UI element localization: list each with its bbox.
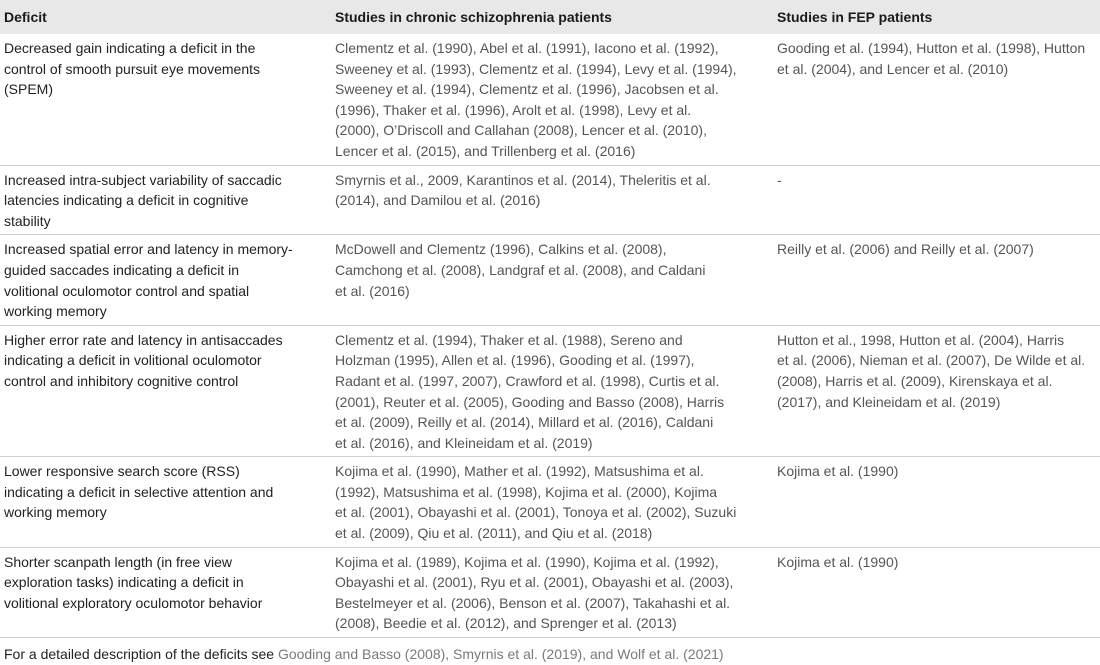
footnote-text: For a detailed description of the deficits see — [4, 646, 278, 663]
chronic-studies-cell: Clementz et al. (1994), Thaker et al. (1988), Sereno and Holzman (1995), Allen et al. (1996), Gooding et al. (1997), Radant et al. (1997, 2007), Crawford et al. (1998), Curtis et al. (2001), Reuter et al. (2005), Gooding and Basso (2008), Harris et al. (2009), Reilly et al. (2014), Millard et al. (2016), Caldani et al. (2016), and Kleineidam et al. (2019) — [331, 325, 773, 457]
deficit-cell: Decreased gain indicating a deficit in the control of smooth pursuit eye movements (SPEM) — [0, 34, 331, 165]
fep-studies-cell: - — [773, 165, 1100, 235]
table-row — [0, 547, 1100, 637]
chronic-studies-cell: Clementz et al. (1990), Abel et al. (1991), Iacono et al. (1992), Sweeney et al. (1993), Clementz et al. (1994), Levy et al. (1994), Sweeney et al. (1994), Clementz et al. (1996), Jacobsen et al. (1996), Thaker et al. (1996), Arolt et al. (1998), Levy et al. (2000), O’Driscoll and Callahan (2008), Lencer et al. (2010), Lencer et al. (2015), and Trillenberg et al. (2016) — [331, 34, 773, 165]
fep-studies-cell: Reilly et al. (2006) and Reilly et al. (2007) — [773, 235, 1100, 325]
deficit-cell: Shorter scanpath length (in free view exploration tasks) indicating a deficit in volitional exploratory oculomotor behavior — [0, 547, 331, 637]
table-row — [0, 165, 1100, 235]
deficit-cell: Higher error rate and latency in antisaccades indicating a deficit in volitional oculomotor control and inhibitory cognitive control — [0, 325, 331, 457]
table-body — [0, 34, 1100, 638]
table-row — [0, 235, 1100, 325]
chronic-studies-cell: Kojima et al. (1989), Kojima et al. (1990), Kojima et al. (1992), Obayashi et al. (2001), Ryu et al. (2001), Obayashi et al. (2003), Bestelmeyer et al. (2006), Benson et al. (2007), Takahashi et al. (2008), Beedie et al. (2012), and Sprenger et al. (2013) — [331, 547, 773, 637]
chronic-studies-cell: Kojima et al. (1990), Mather et al. (1992), Matsushima et al. (1992), Matsushima et al. (1998), Kojima et al. (2000), Kojima et al. (2001), Obayashi et al. (2001), Tonoya et al. (2002), Suzuki et al. (2009), Qiu et al. (2011), and Qiu et al. (2018) — [331, 457, 773, 547]
table-row — [0, 34, 1100, 165]
deficit-cell: Increased spatial error and latency in memory- guided saccades indicating a deficit in volitional oculomotor control and spatial working memory — [0, 235, 331, 325]
table-row — [0, 457, 1100, 547]
fep-studies-cell: Hutton et al., 1998, Hutton et al. (2004), Harris et al. (2006), Nieman et al. (2007), De Wilde et al. (2008), Harris et al. (2009), Kirenskaya et al. (2017), and Kleineidam et al. (2019) — [773, 325, 1100, 457]
table-row — [0, 325, 1100, 457]
deficit-cell: Increased intra-subject variability of saccadic latencies indicating a deficit in cognitive stability — [0, 165, 331, 235]
fep-studies-cell: Gooding et al. (1994), Hutton et al. (1998), Hutton et al. (2004), and Lencer et al. (2010) — [773, 34, 1100, 165]
header-deficit: Deficit — [4, 9, 47, 25]
table-header — [0, 0, 1100, 34]
fep-studies-cell: Kojima et al. (1990) — [773, 457, 1100, 547]
chronic-studies-cell: Smyrnis et al., 2009, Karantinos et al. (2014), Theleritis et al. (2014), and Damilou et al. (2016) — [331, 165, 773, 235]
header-row — [0, 0, 1100, 34]
table-footnote — [0, 638, 1100, 664]
deficit-cell: Lower responsive search score (RSS) indicating a deficit in selective attention and working memory — [0, 457, 331, 547]
footnote-references[interactable]: Gooding and Basso (2008), Smyrnis et al. (2019), and Wolf et al. (2021) — [277, 646, 724, 663]
header-fep-studies: Studies in FEP patients — [777, 9, 933, 25]
header-chronic-studies: Studies in chronic schizophrenia patients — [335, 9, 612, 25]
chronic-studies-cell: McDowell and Clementz (1996), Calkins et al. (2008), Camchong et al. (2008), Landgraf et al. (2008), and Caldani et al. (2016) — [331, 235, 773, 325]
fep-studies-cell: Kojima et al. (1990) — [773, 547, 1100, 637]
